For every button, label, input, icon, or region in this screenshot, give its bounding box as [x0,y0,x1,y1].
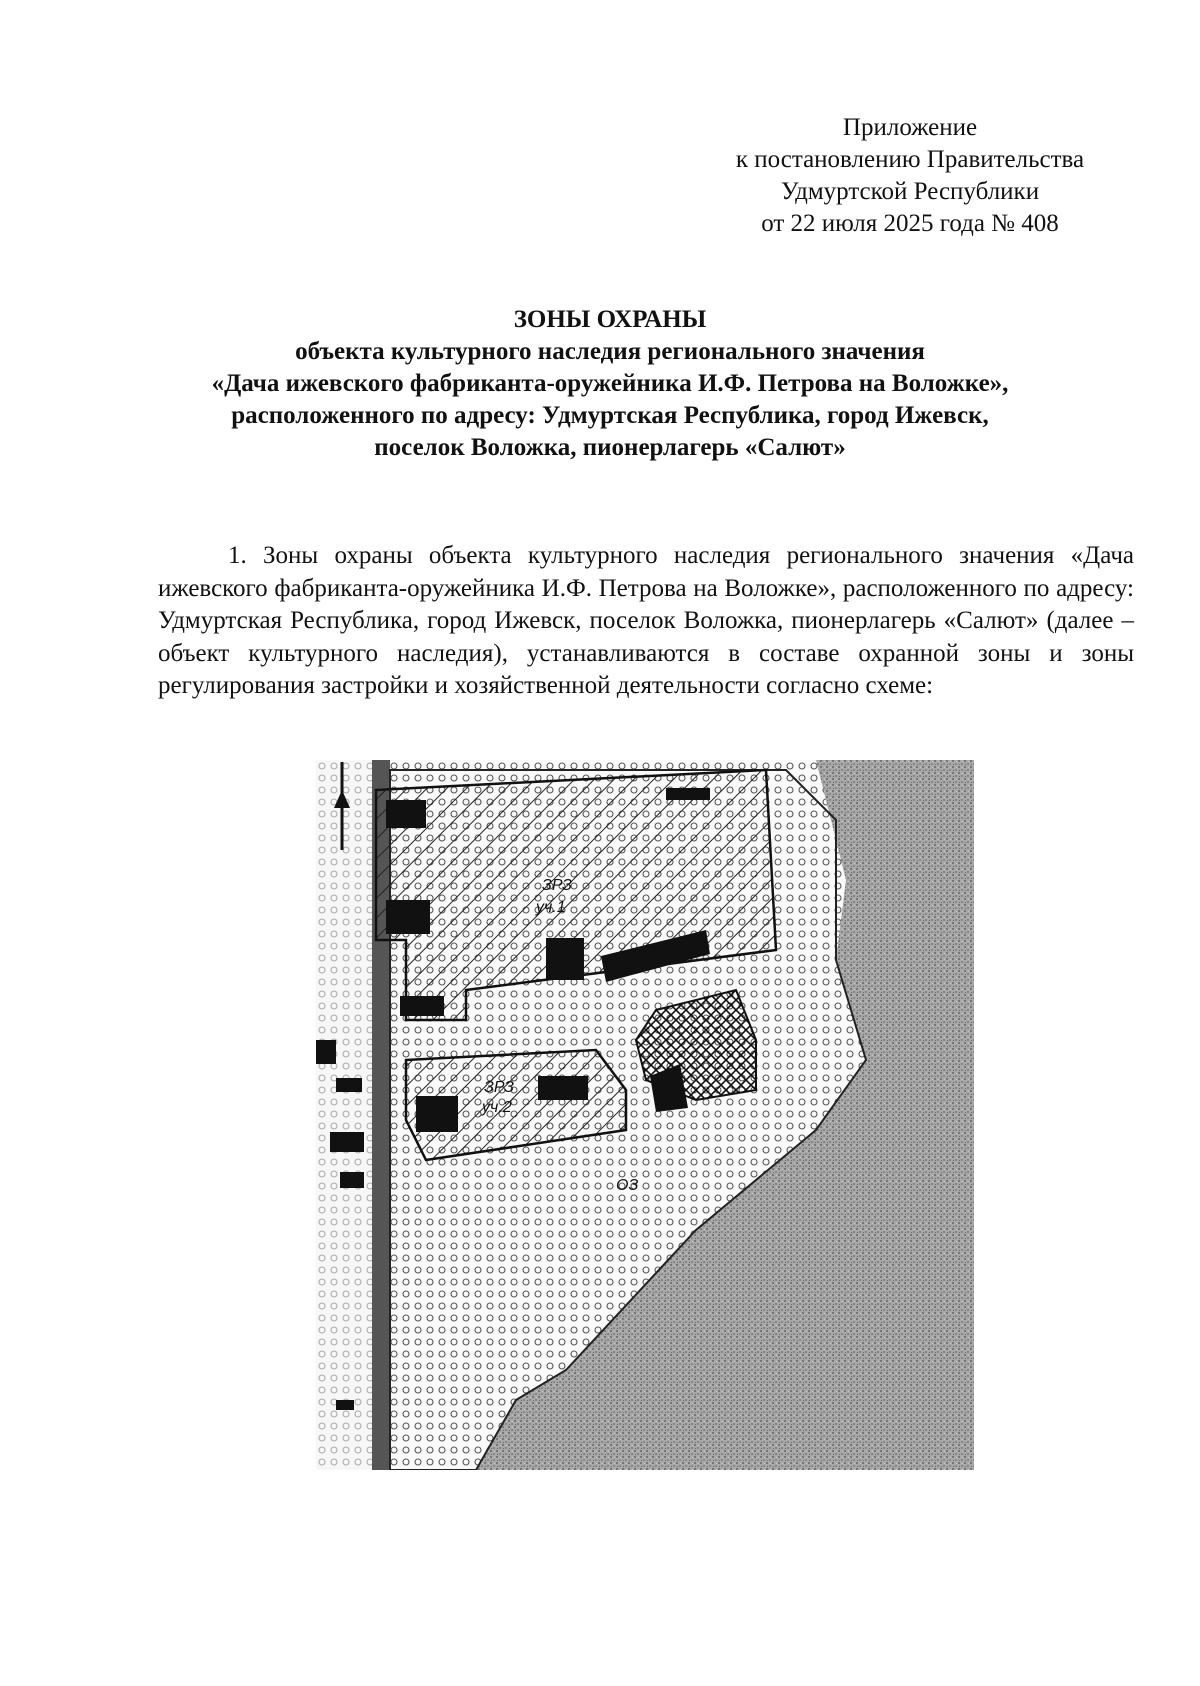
appendix-line-1: Приложение [842,114,978,141]
building [336,1400,354,1410]
building [386,900,430,934]
protection-zones-scheme [316,760,974,1470]
building [340,1172,364,1188]
paragraph-1: 1. Зоны охраны объекта культурного наследия регионального значения «Дача ижевского фабриканта-оружейника И.Ф. Петрова на Воложке», расположенного по адресу: Удмуртская Республика, город Ижевск, поселок Воложка, пионерлагерь «Салют» (далее – объект культурного наследия), устанавливаются в составе охранной зоны и зоны регулирования застройки и хозяйственной деятельности согласно схеме: [158,542,1134,699]
label-zr3-part2: ЗРЗ [484,1079,514,1096]
appendix-header [700,112,1120,240]
scheme-svg [316,760,974,1470]
building [336,1078,362,1092]
building [666,788,710,800]
label-oz: ОЗ [616,1177,639,1194]
title-line-3: «Дача ижевского фабриканта-оружейника И.Ф. Петрова на Воложке», [211,370,1009,397]
title-line-1: ЗОНЫ ОХРАНЫ [513,306,707,333]
label-zr3-part1-sub: уч.1 [536,899,566,916]
appendix-line-4: от 22 июля 2025 года № 408 [761,210,1059,237]
building [330,1132,364,1152]
document-title [110,304,1110,464]
label-zr3-part1: ЗРЗ [542,877,572,894]
label-zr3-part2-sub: уч.2 [482,1099,512,1116]
building [546,938,584,980]
appendix-line-3: Удмуртской Республики [780,178,1040,205]
appendix-line-2: к постановлению Правительства [735,146,1085,173]
roadside-strip [316,760,372,1470]
building [400,996,444,1016]
title-line-4: расположенного по адресу: Удмуртская Республика, город Ижевск, [231,402,989,429]
building [416,1096,458,1132]
building [538,1076,588,1100]
title-line-2: объекта культурного наследия регионального значения [295,338,925,365]
title-line-5: поселок Воложка, пионерлагерь «Салют» [374,434,846,461]
building [316,1040,336,1064]
building [386,800,426,828]
